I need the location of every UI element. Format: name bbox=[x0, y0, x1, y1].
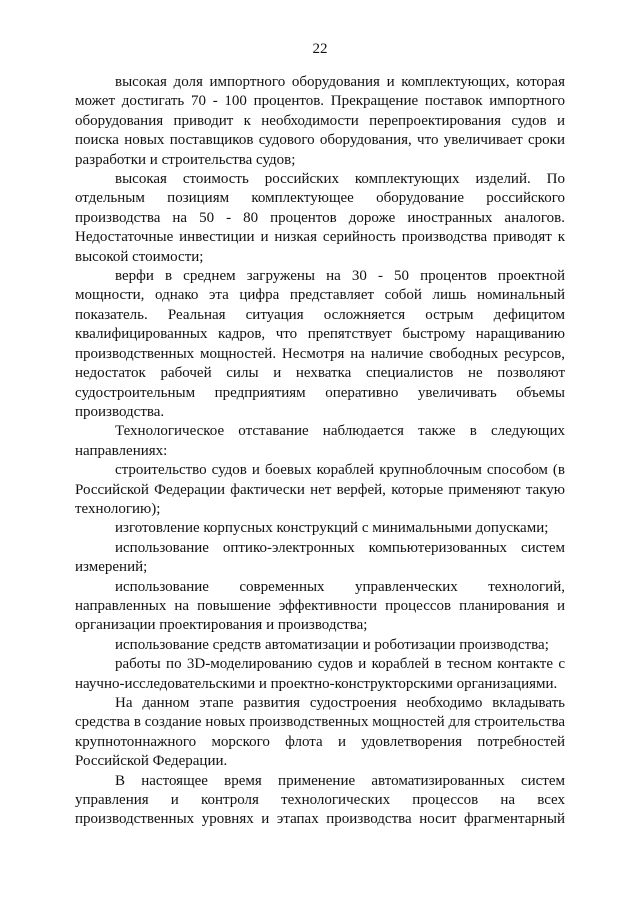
paragraph: Технологическое отставание наблюдается также в следующих направлениях: bbox=[75, 423, 565, 459]
paragraph: На данном этапе развития судостроения необходимо вкладывать средства в создание новых производственных мощностей для строительства крупнотоннажного морского флота и удовлетворения потребностей Российской Федерации. bbox=[75, 695, 565, 770]
paragraph: В настоящее время применение автоматизированных систем управления и контроля технологических процессов на всех производственных уровнях и этапах производства носит фрагментарный bbox=[75, 772, 565, 828]
paragraph: использование оптико-электронных компьютеризованных систем измерений; bbox=[75, 539, 565, 576]
body-text bbox=[75, 73, 565, 830]
paragraph: верфи в среднем загружены на 30 - 50 процентов проектной мощности, однако эта цифра представляет собой лишь номинальный показатель. Реальная ситуация осложняется острым дефицитом квалифицированных кадров, что препятствует быстрому наращиванию производственных мощностей. Несмотря на наличие свободных ресурсов, недостаток рабочей силы и нехватка специалистов не позволяют судостроительным предприятиям оперативно увеличивать объемы производства. bbox=[75, 268, 565, 420]
paragraph: высокая стоимость российских комплектующих изделий. По отдельным позициям комплектующее оборудование российского производства на 50 - 80 процентов дороже иностранных аналогов. Недостаточные инвестиции и низкая серийность производства приводят к высокой стоимости; bbox=[75, 171, 565, 265]
paragraph: строительство судов и боевых кораблей крупноблочным способом (в Российской Федерации фактически нет верфей, которые применяют такую технологию); bbox=[75, 462, 565, 517]
paragraph: использование современных управленческих технологий, направленных на повышение эффективности процессов планирования и организации проектирования и производства; bbox=[75, 578, 565, 634]
paragraph: использование средств автоматизации и роботизации производства; bbox=[115, 636, 549, 653]
paragraph: высокая доля импортного оборудования и комплектующих, которая может достигать 70 - 100 процентов. Прекращение поставок импортного оборудования приводит к необходимости перепроектирования судов и поиска новых поставщиков судового оборудования, что увеличивает сроки разработки и строительства судов; bbox=[75, 74, 565, 168]
paragraph: работы по 3D-моделированию судов и кораблей в тесном контакте с научно-исследовательскими и проектно-конструкторскими организациями. bbox=[75, 656, 565, 692]
page-number: 22 bbox=[312, 41, 328, 57]
paragraph: изготовление корпусных конструкций с минимальными допусками; bbox=[115, 520, 549, 537]
